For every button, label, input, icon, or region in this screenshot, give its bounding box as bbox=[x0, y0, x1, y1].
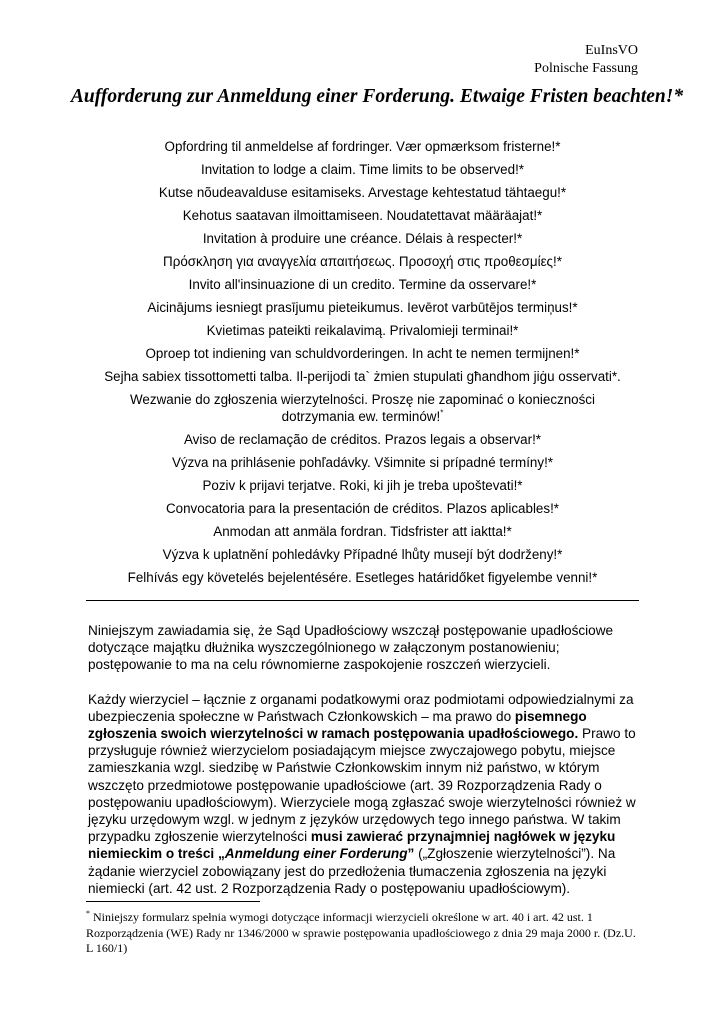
text-run: musi zawierać przynajmniej nagłówek w języku niemieckim o treści „ bbox=[88, 829, 616, 862]
translation-line: Aicinājums iesniegt prasījumu pieteikumus. Ievērot varbūtējos termiņus!* bbox=[147, 300, 578, 315]
footnote-marker: * bbox=[86, 909, 90, 918]
translation-line: Invito all'insinuazione di un credito. Termine da osservare!* bbox=[188, 277, 537, 292]
translation-line: Convocatoria para la presentación de créditos. Plazos aplicables!* bbox=[165, 501, 560, 516]
translation-line: Invitation à produire une créance. Délais à respecter!* bbox=[202, 231, 523, 246]
text-run: Prawo to przysługuje również wierzycielom posiadającym miejsce zwyczajowego pobytu, miejsce zamieszkania wzgl. siedzibę w Państwie Członkowskim innym niż państwo, w którym wszczęto przedmiotowe postępowanie upadłościowe (art. 39 Rozporządzenia Rady o postępowaniu upadłościowym). Wierzyciele mogą zgłaszać swoje wierzytelności również w języku urzędowym wzgl. w jednym z języków urzędowych tego innego państwa. W takim przypadku zgłoszenie wierzytelności bbox=[88, 726, 636, 845]
document-title: Aufforderung zur Anmeldung einer Forderung. Etwaige Fristen beachten!* bbox=[70, 86, 684, 107]
text-run: („Zgłoszenie wierzytelności”). Na żądanie wierzyciel zobowiązany jest do przedłożenia tłumaczenia zgłoszenia na języki niemiecki (art. 42 ust. 2 Rozporządzenia Rady o postępowaniu upadłościowym). bbox=[88, 846, 616, 896]
translation-line: Poziv k prijavi terjatve. Roki, ki jih je treba upoštevati!* bbox=[202, 478, 523, 493]
footnote bbox=[86, 910, 636, 957]
footnote-reference: * bbox=[440, 408, 444, 418]
translation-line: Výzva k uplatnění pohledávky Případné lhůty musejí být dodrženy!* bbox=[162, 547, 563, 562]
emphasis-text: pisemnego zgłoszenia swoich wierzytelności w ramach postępowania upadłościowego. bbox=[88, 708, 587, 742]
translation-line: Sejha sabiex tissottometti talba. Il-perijodi ta` żmien stupulati għandhom jiġu osservati*. bbox=[104, 369, 621, 384]
regulation-label: EuInsVO bbox=[585, 43, 638, 58]
notice-body bbox=[88, 622, 640, 914]
version-label: Polnische Fassung bbox=[534, 61, 638, 76]
translation-line: Opfordring til anmeldelse af fordringer. Vær opmærksom fristerne!* bbox=[164, 139, 561, 154]
german-heading-text: Anmeldung einer Forderung bbox=[224, 846, 408, 862]
footnote-text: Niniejszy formularz spełnia wymogi dotyczące informacji wierzycieli określone w art. 40 i art. 42 ust. 1 Rozporządzenia (WE) Rady nr 1346/2000 w sprawie postępowania upadłościowego z dnia 29 maja 2000 r. (Dz.U. L 160/1) bbox=[86, 910, 636, 955]
translation-line: Kehotus saatavan ilmoittamiseen. Noudatettavat määräajat!* bbox=[182, 208, 543, 223]
notice-paragraph bbox=[88, 691, 640, 897]
footnote-divider bbox=[86, 901, 260, 902]
translation-line: Anmodan att anmäla fordran. Tidsfrister att iaktta!* bbox=[213, 524, 512, 539]
translation-line: Πρόσκληση για αναγγελία απαιτήσεως. Προσοχή στις προθεσμίες!* bbox=[163, 254, 562, 269]
translation-line: Oproep tot indiening van schuldvorderingen. In acht te nemen termijnen!* bbox=[145, 346, 580, 361]
translation-line-polish bbox=[100, 391, 625, 425]
translation-line: Kvietimas pateikti reikalavimą. Privalomieji terminai!* bbox=[206, 323, 519, 338]
translation-line: Kutse nõudeavalduse esitamiseks. Arvestage kehtestatud tähtaegu!* bbox=[158, 185, 567, 200]
translation-line: Invitation to lodge a claim. Time limits to be observed!* bbox=[200, 162, 525, 177]
text-run: Każdy wierzyciel – łącznie z organami podatkowymi oraz podmiotami odpowiedzialnymi za ubezpieczenia społeczne w Państwach Członkowskich – ma prawo do bbox=[88, 691, 634, 724]
translation-text: Wezwanie do zgłoszenia wierzytelności. Proszę nie zapominać o konieczności dotrzymania ew. terminów! bbox=[130, 392, 595, 424]
document-header bbox=[534, 42, 638, 78]
translation-line: Aviso de reclamação de créditos. Prazos legais a observar!* bbox=[183, 432, 542, 447]
translation-line: Felhívás egy követelés bejelentésére. Esetleges határidőket figyelembe venni!* bbox=[127, 570, 598, 585]
text-run: ” bbox=[407, 846, 415, 862]
notice-paragraph: Niniejszym zawiadamia się, że Sąd Upadłościowy wszczął postępowanie upadłościowe dotyczące majątku dłużnika wyszczególnionego w załączonym postanowieniu; postępowanie to ma na celu równomierne zaspokojenie roszczeń wierzycieli. bbox=[88, 623, 614, 673]
section-divider bbox=[86, 600, 639, 601]
translations-list bbox=[100, 135, 625, 589]
translation-line: Výzva na prihlásenie pohľadávky. Všimnite si prípadné termíny!* bbox=[171, 455, 554, 470]
